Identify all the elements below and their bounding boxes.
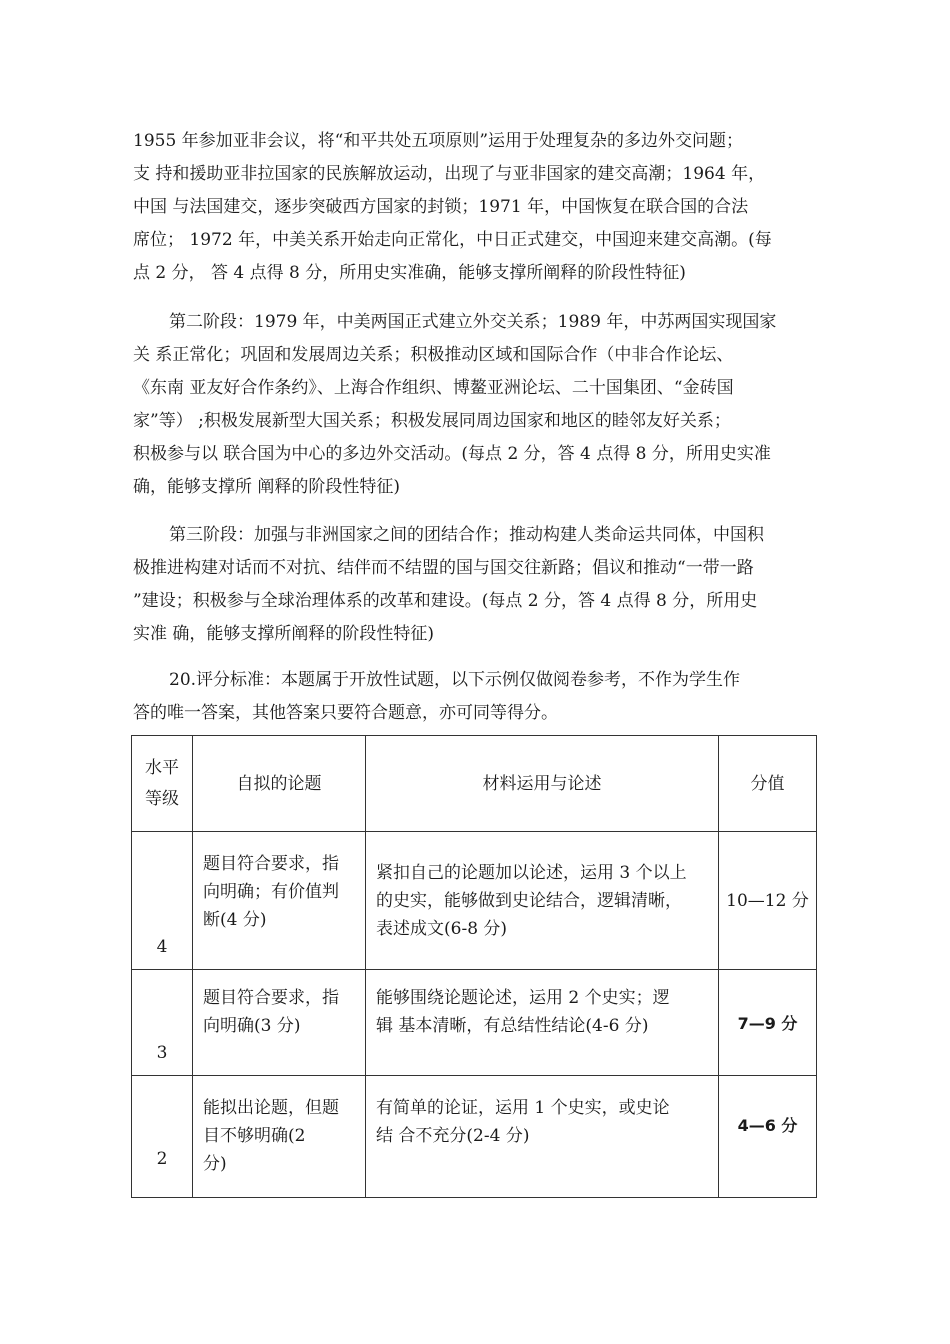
table-header-row xyxy=(132,736,817,832)
score-cell: 10—12 分 xyxy=(719,832,817,970)
text-line: ”建设；积极参与全球治理体系的改革和建设。(每点 2 分，答 4 点得 8 分，所用史 xyxy=(133,591,758,611)
text-line: 中国 与法国建交，逐步突破西方国家的封锁；1971 年，中国恢复在联合国的合法 xyxy=(133,197,749,217)
paragraph-third-stage xyxy=(133,519,823,651)
level-cell: 4 xyxy=(132,832,193,970)
cell-line: 题目符合要求，指 xyxy=(203,854,339,874)
text-line: 第三阶段：加强与非洲国家之间的团结合作；推动构建人类命运共同体，中国积 xyxy=(169,525,764,545)
text-line: 极推进构建对话而不对抗、结伴而不结盟的国与国交往新路；倡议和推动“一带一路 xyxy=(133,558,754,578)
topic-cell xyxy=(193,970,366,1076)
score-cell: 4—6 分 xyxy=(719,1076,817,1198)
header-material: 材料运用与论述 xyxy=(366,736,719,832)
cell-line: 能够围绕论题论述，运用 2 个史实；逻 xyxy=(376,988,670,1008)
level-cell: 2 xyxy=(132,1076,193,1198)
table-row xyxy=(132,832,817,970)
topic-cell xyxy=(193,1076,366,1198)
paragraph-second-stage xyxy=(133,306,823,504)
cell-line: 的史实，能够做到史论结合，逻辑清晰， xyxy=(376,890,682,911)
cell-line: 题目符合要求，指 xyxy=(203,988,339,1008)
material-cell xyxy=(366,1076,719,1198)
header-level: 水平 等级 xyxy=(132,736,193,832)
cell-line: 向明确；有价值判 xyxy=(203,882,339,902)
cell-line: 向明确(3 分) xyxy=(203,1016,301,1036)
paragraph-first-stage xyxy=(133,125,823,290)
topic-cell xyxy=(193,832,366,970)
text-line: 实准 确，能够支撑所阐释的阶段性特征) xyxy=(133,624,435,644)
text-line: 点 2 分， 答 4 点得 8 分，所用史实准确，能够支撑所阐释的阶段性特征) xyxy=(133,263,686,283)
cell-line: 紧扣自己的论题加以论述，运用 3 个以上 xyxy=(376,862,687,883)
scoring-table xyxy=(131,735,817,1198)
cell-line: 分) xyxy=(203,1154,227,1174)
cell-line: 表述成文(6-8 分) xyxy=(376,918,508,939)
score-cell: 7—9 分 xyxy=(719,970,817,1076)
table-row xyxy=(132,1076,817,1198)
text-line: 席位； 1972 年，中美关系开始走向正常化，中日正式建交，中国迎来建交高潮。(每 xyxy=(133,230,772,250)
cell-line: 有简单的论证，运用 1 个史实，或史论 xyxy=(376,1098,670,1118)
header-topic: 自拟的论题 xyxy=(193,736,366,832)
text-line: 答的唯一答案，其他答案只要符合题意，亦可同等得分。 xyxy=(133,703,558,723)
cell-line: 目不够明确(2 xyxy=(203,1126,306,1146)
cell-line: 辑 基本清晰，有总结性结论(4-6 分) xyxy=(376,1016,649,1036)
material-cell xyxy=(366,970,719,1076)
table-row xyxy=(132,970,817,1076)
cell-line: 断(4 分) xyxy=(203,910,267,930)
cell-line: 能拟出论题，但题 xyxy=(203,1098,339,1118)
level-cell: 3 xyxy=(132,970,193,1076)
text-line: 积极参与以 联合国为中心的多边外交活动。(每点 2 分，答 4 点得 8 分，所用史实准 xyxy=(133,444,771,464)
text-line: 1955 年参加亚非会议，将“和平共处五项原则”运用于处理复杂的多边外交问题； xyxy=(133,131,744,151)
text-line: 第二阶段：1979 年，中美两国正式建立外交关系；1989 年，中苏两国实现国家 xyxy=(169,312,777,332)
text-line: 支 持和援助亚非拉国家的民族解放运动，出现了与亚非国家的建交高潮；1964 年， xyxy=(133,164,766,184)
text-line: 确，能够支撑所 阐释的阶段性特征) xyxy=(133,477,401,497)
header-score: 分值 xyxy=(719,736,817,832)
text-line: 家”等） ;积极发展新型大国关系；积极发展同周边国家和地区的睦邻友好关系； xyxy=(133,411,731,431)
material-cell xyxy=(366,832,719,970)
text-line: 《东南 亚友好合作条约》、上海合作组织、博鳌亚洲论坛、二十国集团、“金砖国 xyxy=(133,378,734,398)
text-line: 关 系正常化；巩固和发展周边关系；积极推动区域和国际合作（中非合作论坛、 xyxy=(133,345,734,365)
text-line: 20.评分标准：本题属于开放性试题，以下示例仅做阅卷参考，不作为学生作 xyxy=(169,670,741,690)
cell-line: 结 合不充分(2-4 分) xyxy=(376,1126,530,1146)
paragraph-scoring-standard xyxy=(133,664,823,730)
